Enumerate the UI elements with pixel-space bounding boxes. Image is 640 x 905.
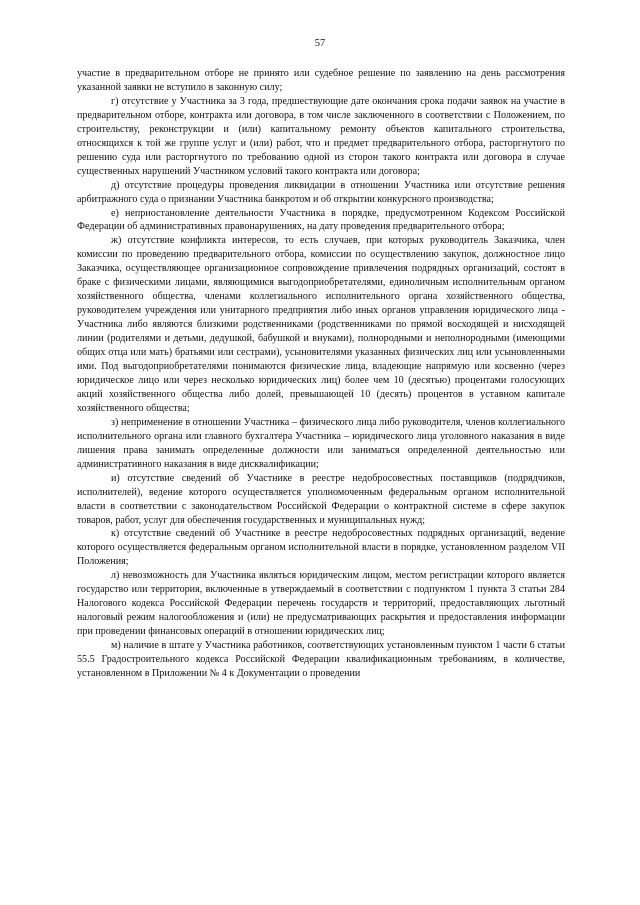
paragraph-continuation: участие в предварительном отборе не принято или судебное решение по заявлению на день рассмотрения указанной заявки не вступило в законную силу; (77, 68, 565, 93)
paragraph-item-z: з) неприменение в отношении Участника – физического лица либо руководителя, членов коллегиального исполнительного органа или главного бухгалтера Участника – юридического лица уголовного наказания в виде лишения права занимать определенные должности или заниматься определенной деятельностью или административного наказания в виде дисквалификации; (77, 416, 565, 470)
paragraph-item-i: и) отсутствие сведений об Участнике в реестре недобросовестных поставщиков (подрядчиков, исполнителей), ведение которого осуществляется уполномоченным федеральным органом исполнительной власти в соответствии с законодательством Российской Федерации о контрактной системе в сфере закупок товаров, работ, услуг для обеспечения государственных и муниципальных нужд; (77, 472, 565, 526)
paragraph-item-l: л) невозможность для Участника являться юридическим лицом, местом регистрации которого является государство или территория, включенные в утверждаемый в соответствии с подпунктом 1 пункта 3 статьи 284 Налогового кодекса Российской Федерации перечень государств и территорий, предоставляющих льготный налоговый режим налогообложения и (или) не предусматривающих раскрытия и предоставления информации при проведении финансовых операций в отношении юридических лиц; (77, 570, 565, 638)
paragraph-item-d: д) отсутствие процедуры проведения ликвидации в отношении Участника или отсутствие решения арбитражного суда о признании Участника банкротом и об открытии конкурсного производства; (77, 179, 565, 205)
paragraph-item-zh: ж) отсутствие конфликта интересов, то есть случаев, при которых руководитель Заказчика, член комиссии по проведению предварительного отбора, комиссии по осуществлению закупок, должностное лицо Заказчика, осуществляющее организационное сопровождение привлечения подрядных организаций, состоят в браке с физическими лицами, являющимися выгодоприобретателями, единоличным исполнительным органом хозяйственного общества, членами коллегиального исполнительного органа хозяйственного общества, руководителем учреждения или унитарного предприятия либо иных органов управления юридического лица - Участника либо являются близкими родственниками (родственниками по прямой восходящей и нисходящей линии (родителями и детьми, дедушкой, бабушкой и внуками), полнородными и неполнородными (имеющими общих отца или мать) братьями или сестрами), усыновителями указанных физических лиц или усыновленными ими. Под выгодоприобретателями понимаются физические лица, владеющие напрямую или косвенно (через юридическое лицо или через несколько юридических лиц) более чем 10 (десятью) процентами голосующих акций хозяйственного общества либо долей, превышающей 10 (десять) процентов в уставном капитале хозяйственного общества; (77, 235, 565, 414)
document-body (77, 67, 565, 681)
paragraph-item-k: к) отсутствие сведений об Участнике в реестре недобросовестных подрядных организаций, ведение которого осуществляется федеральным органом исполнительной власти в порядке, установленном разделом VII Положения; (77, 528, 565, 568)
paragraph-item-m: м) наличие в штате у Участника работников, соответствующих установленным пунктом 1 части 6 статьи 55.5 Градостроительного кодекса Российской Федерации квалификационным требованиям, в количестве, установленном в Приложении № 4 к Документации о проведении (77, 640, 565, 679)
paragraph-item-e: е) неприостановление деятельности Участника в порядке, предусмотренном Кодексом Российской Федерации об административных правонарушениях, на дату проведения предварительного отбора; (77, 207, 565, 233)
page-number: 57 (314, 38, 326, 49)
paragraph-item-g: г) отсутствие у Участника за 3 года, предшествующие дате окончания срока подачи заявок на участие в предварительном отборе, контракта или договора, в том числе заключенного в соответствии с Положением, по строительству, реконструкции и (или) капитальному ремонту объектов капитального строительства, относящихся к той же группе услуг и (или) работ, что и предмет предварительного отбора, расторгнутого по решению суда или расторгнутого по требованию одной из сторон такого контракта или договора в случае существенных нарушений Участником условий такого контракта или договора; (77, 95, 565, 177)
